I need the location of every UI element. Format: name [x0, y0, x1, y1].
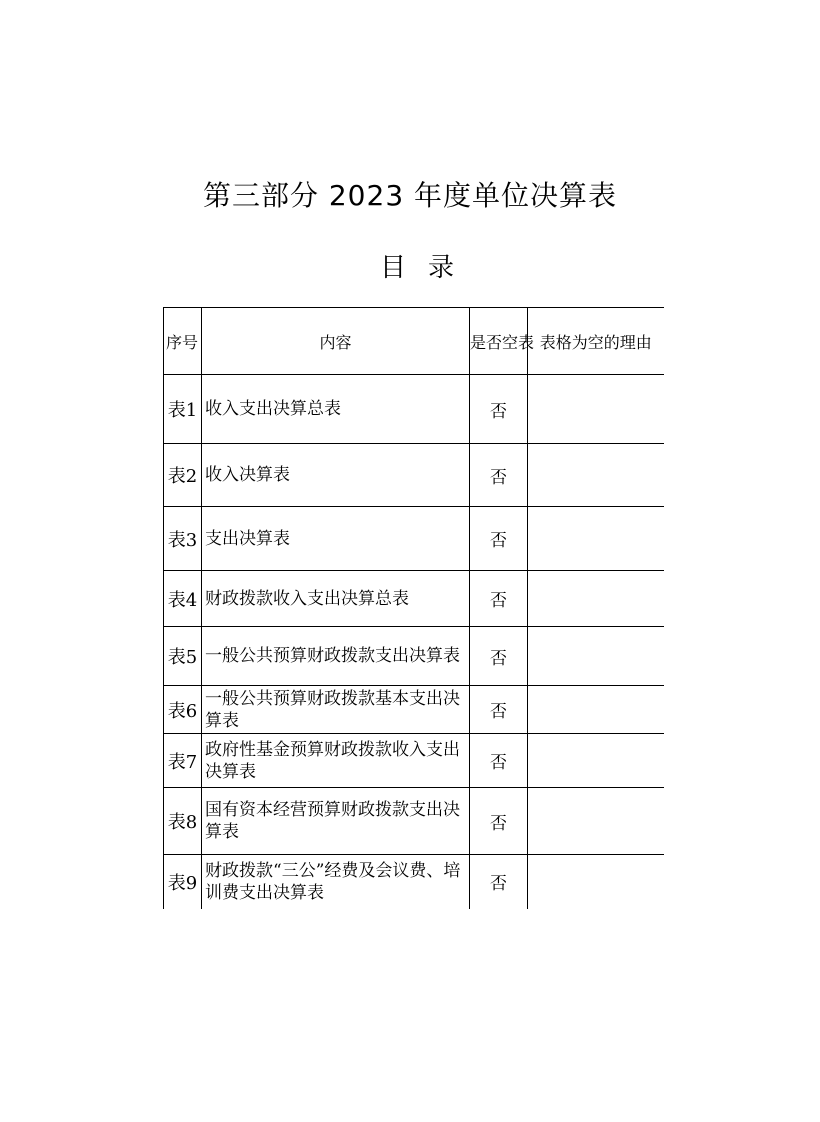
row-content: 国有资本经营预算财政拨款支出决算表 [202, 788, 470, 855]
row-reason [528, 375, 664, 444]
header-no: 序号 [164, 308, 202, 375]
table-row [164, 571, 664, 627]
row-content: 财政拨款收入支出决算总表 [202, 571, 470, 627]
row-reason [528, 788, 664, 855]
row-is-empty: 否 [470, 855, 528, 909]
table-row [164, 627, 664, 686]
row-no: 表6 [164, 686, 202, 734]
row-no: 表5 [164, 627, 202, 686]
row-is-empty: 否 [470, 375, 528, 444]
table-row [164, 444, 664, 507]
row-reason [528, 507, 664, 571]
row-content: 一般公共预算财政拨款支出决算表 [202, 627, 470, 686]
table-row [164, 686, 664, 734]
row-is-empty: 否 [470, 444, 528, 507]
row-is-empty: 否 [470, 734, 528, 788]
row-reason [528, 627, 664, 686]
table-row [164, 788, 664, 855]
row-content: 收入决算表 [202, 444, 470, 507]
row-no: 表9 [164, 855, 202, 909]
row-content: 收入支出决算总表 [202, 375, 470, 444]
toc-heading: 目录 [380, 253, 477, 283]
row-no: 表3 [164, 507, 202, 571]
row-reason [528, 855, 664, 909]
row-is-empty: 否 [470, 571, 528, 627]
row-no: 表4 [164, 571, 202, 627]
row-is-empty: 否 [470, 686, 528, 734]
row-content: 政府性基金预算财政拨款收入支出决算表 [202, 734, 470, 788]
page-title: 第三部分 2023 年度单位决算表 [202, 179, 618, 212]
row-no: 表2 [164, 444, 202, 507]
row-no: 表7 [164, 734, 202, 788]
row-reason [528, 571, 664, 627]
header-reason: 表格为空的理由 [528, 308, 664, 375]
row-is-empty: 否 [470, 788, 528, 855]
header-is-empty: 是否空表 [470, 308, 528, 375]
row-is-empty: 否 [470, 627, 528, 686]
row-reason [528, 444, 664, 507]
row-reason [528, 686, 664, 734]
row-content: 财政拨款“三公”经费及会议费、培训费支出决算表 [202, 855, 470, 909]
table-row [164, 375, 664, 444]
row-reason [528, 734, 664, 788]
table-header-row [164, 308, 664, 375]
toc-table [163, 307, 664, 909]
header-content: 内容 [202, 308, 470, 375]
row-content: 支出决算表 [202, 507, 470, 571]
row-content: 一般公共预算财政拨款基本支出决算表 [202, 686, 470, 734]
row-no: 表1 [164, 375, 202, 444]
table-row [164, 507, 664, 571]
row-is-empty: 否 [470, 507, 528, 571]
table-row [164, 855, 664, 909]
row-no: 表8 [164, 788, 202, 855]
table-row [164, 734, 664, 788]
